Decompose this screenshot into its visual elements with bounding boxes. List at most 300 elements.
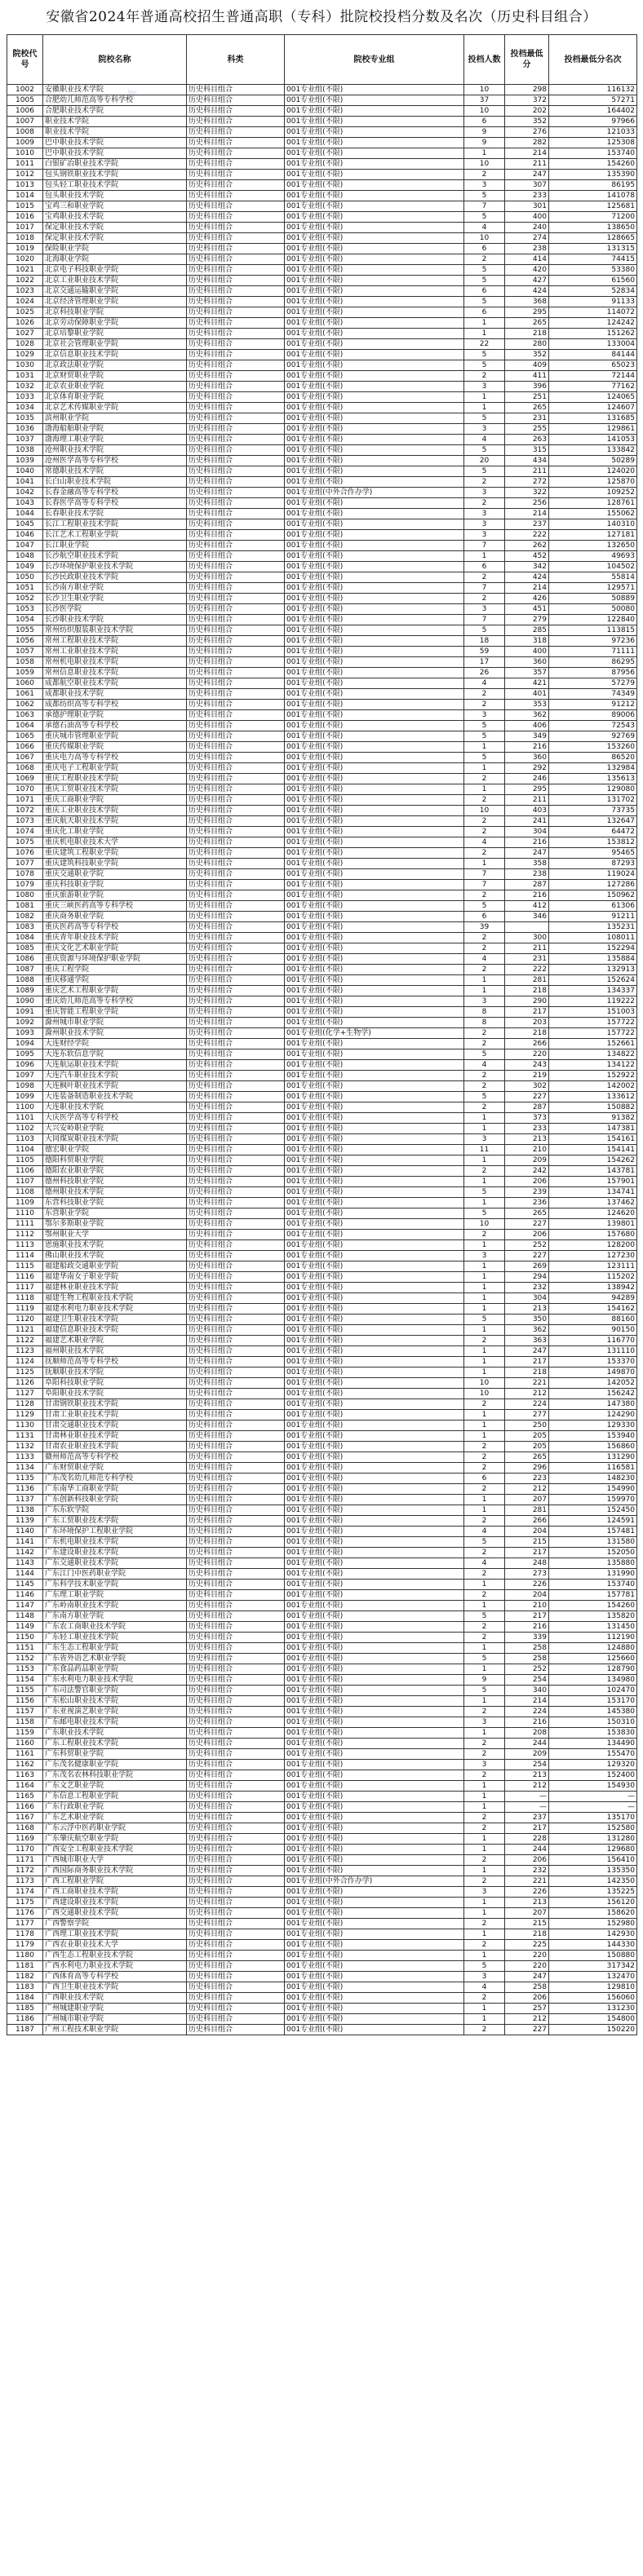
table-cell: 158620 xyxy=(549,1908,637,1919)
table-cell: 广东水利电力职业技术学院 xyxy=(43,1675,187,1686)
table-cell: 6 xyxy=(464,117,505,127)
table-cell: 1 xyxy=(464,318,505,329)
table-row xyxy=(7,1929,637,1940)
table-cell: 294 xyxy=(505,1272,549,1283)
table-cell: 1060 xyxy=(7,678,43,689)
table-cell: 17 xyxy=(464,657,505,668)
table-cell: 大连东软信息学院 xyxy=(43,1049,187,1060)
table-cell: 广州工程技术职业学院 xyxy=(43,2025,187,2035)
table-cell: 2 xyxy=(464,827,505,837)
table-cell: 152450 xyxy=(549,1505,637,1516)
table-cell: 251 xyxy=(505,392,549,403)
table-row xyxy=(7,1028,637,1039)
table-cell: 1006 xyxy=(7,106,43,117)
table-cell: 广东艺术职业学院 xyxy=(43,1813,187,1823)
table-cell: 1094 xyxy=(7,1039,43,1049)
table-cell: 历史科目组合 xyxy=(187,339,285,350)
table-cell: 1163 xyxy=(7,1770,43,1781)
table-cell: 历史科目组合 xyxy=(187,1802,285,1813)
table-row xyxy=(7,594,637,604)
table-cell: 重庆建筑科技职业学院 xyxy=(43,859,187,869)
table-cell: 历史科目组合 xyxy=(187,1845,285,1855)
table-cell: 349 xyxy=(505,731,549,742)
table-cell: 长沙医学院 xyxy=(43,604,187,615)
table-cell: 10 xyxy=(464,1378,505,1389)
table-cell: 001专业组(不限) xyxy=(285,360,464,371)
table-cell: 福建信息职业技术学院 xyxy=(43,1325,187,1336)
table-cell: 1071 xyxy=(7,795,43,806)
table-cell: 298 xyxy=(505,85,549,95)
table-cell: 156860 xyxy=(549,1442,637,1452)
table-cell: 1013 xyxy=(7,180,43,191)
table-cell: 重庆医药高等专科学校 xyxy=(43,922,187,933)
table-cell: 1 xyxy=(464,1198,505,1208)
table-cell: 2 xyxy=(464,890,505,901)
table-cell: 滨州职业学院 xyxy=(43,413,187,424)
table-cell: 重庆交通职业学院 xyxy=(43,869,187,880)
table-cell: 1110 xyxy=(7,1208,43,1219)
table-cell: 225 xyxy=(505,1940,549,1951)
table-row xyxy=(7,307,637,318)
table-cell: 历史科目组合 xyxy=(187,1346,285,1357)
table-cell: 218 xyxy=(505,1368,549,1378)
table-cell: 1157 xyxy=(7,1707,43,1717)
table-row xyxy=(7,1474,637,1484)
table-cell: 001专业组(不限) xyxy=(285,1516,464,1527)
table-cell: 221 xyxy=(505,1876,549,1887)
table-row xyxy=(7,1813,637,1823)
table-cell: 历史科目组合 xyxy=(187,710,285,721)
table-cell: 001专业组(不限) xyxy=(285,223,464,233)
table-cell: 福建华南女子职业学院 xyxy=(43,1272,187,1283)
table-row xyxy=(7,1421,637,1431)
table-cell: 重庆建筑工程职业学院 xyxy=(43,848,187,859)
table-cell: 5 xyxy=(464,445,505,456)
table-cell: 346 xyxy=(505,912,549,922)
table-cell: 佛山职业技术学院 xyxy=(43,1251,187,1261)
table-cell: 001专业组(不限) xyxy=(285,1728,464,1739)
table-cell: 鄂州职业大学 xyxy=(43,1230,187,1240)
table-cell: 沧州职业技术学院 xyxy=(43,445,187,456)
table-cell: 1151 xyxy=(7,1643,43,1654)
table-row xyxy=(7,1304,637,1315)
table-cell: 129320 xyxy=(549,1760,637,1770)
table-row xyxy=(7,392,637,403)
table-cell: 001专业组(不限) xyxy=(285,1919,464,1929)
table-cell: 001专业组(不限) xyxy=(285,1251,464,1261)
table-cell: 大连职业技术学院 xyxy=(43,1102,187,1113)
table-cell: 5 xyxy=(464,1187,505,1198)
table-row xyxy=(7,784,637,795)
table-cell: 1 xyxy=(464,1908,505,1919)
table-cell: 历史科目组合 xyxy=(187,1442,285,1452)
table-cell: 001专业组(不限) xyxy=(285,1717,464,1728)
table-cell: 广东江门中医药职业学院 xyxy=(43,1569,187,1580)
table-cell: 重庆工商职业学院 xyxy=(43,795,187,806)
table-cell: 1102 xyxy=(7,1124,43,1134)
table-cell: 001专业组(不限) xyxy=(285,286,464,297)
table-row xyxy=(7,1643,637,1654)
table-cell: 265 xyxy=(505,318,549,329)
table-cell: 2 xyxy=(464,1813,505,1823)
table-cell: 历史科目组合 xyxy=(187,1654,285,1664)
table-cell: 001专业组(不限) xyxy=(285,700,464,710)
table-cell: 131290 xyxy=(549,1452,637,1463)
table-cell: 155470 xyxy=(549,1749,637,1760)
table-cell: 保定职业技术学院 xyxy=(43,223,187,233)
table-cell: 甘肃林业职业技术学院 xyxy=(43,1431,187,1442)
table-cell: 279 xyxy=(505,615,549,625)
table-cell: 213 xyxy=(505,1134,549,1145)
table-row xyxy=(7,1664,637,1675)
table-cell: 1 xyxy=(464,2004,505,2014)
table-cell: 广东肇庆航空职业学院 xyxy=(43,1834,187,1845)
table-cell: 1183 xyxy=(7,1982,43,1993)
table-cell: 322 xyxy=(505,488,549,498)
table-cell: 长沙卫生职业学院 xyxy=(43,594,187,604)
table-cell: 广东科贸职业学院 xyxy=(43,1749,187,1760)
table-cell: 历史科目组合 xyxy=(187,212,285,223)
table-cell: 历史科目组合 xyxy=(187,276,285,286)
table-cell: 212 xyxy=(505,1781,549,1792)
table-cell: 1 xyxy=(464,1357,505,1368)
table-row xyxy=(7,1463,637,1474)
table-row xyxy=(7,1940,637,1951)
table-row xyxy=(7,1346,637,1357)
table-cell: 001专业组(不限) xyxy=(285,922,464,933)
table-cell: 1142 xyxy=(7,1548,43,1558)
table-cell: 2 xyxy=(464,1823,505,1834)
table-cell: 222 xyxy=(505,965,549,975)
table-cell: 114072 xyxy=(549,307,637,318)
table-cell: 154161 xyxy=(549,1134,637,1145)
table-row xyxy=(7,1845,637,1855)
table-cell: 001专业组(不限) xyxy=(285,456,464,466)
table-cell: 1035 xyxy=(7,413,43,424)
table-row xyxy=(7,1219,637,1230)
table-cell: 1093 xyxy=(7,1028,43,1039)
table-cell: 001专业组(不限) xyxy=(285,753,464,763)
table-cell: 2 xyxy=(464,1463,505,1474)
table-cell: 001专业组(不限) xyxy=(285,1855,464,1866)
table-cell: 119024 xyxy=(549,869,637,880)
table-cell: 001专业组(不限) xyxy=(285,806,464,816)
table-cell: 001专业组(不限) xyxy=(285,117,464,127)
table-cell: 340 xyxy=(505,1686,549,1696)
table-cell: 6 xyxy=(464,286,505,297)
table-cell: 北京社会管理职业学院 xyxy=(43,339,187,350)
table-cell: — xyxy=(549,1792,637,1802)
table-cell: 124607 xyxy=(549,403,637,413)
table-cell: 1054 xyxy=(7,615,43,625)
table-cell: 1 xyxy=(464,1124,505,1134)
table-cell: 212 xyxy=(505,1389,549,1399)
table-cell: 214 xyxy=(505,509,549,519)
table-cell: 大庆医学高等专科学校 xyxy=(43,1113,187,1124)
table-cell: 广西职业技术学院 xyxy=(43,1993,187,2004)
table-cell: 290 xyxy=(505,996,549,1007)
table-cell: 001专业组(不限) xyxy=(285,710,464,721)
table-cell: 2 xyxy=(464,1336,505,1346)
table-cell: 001专业组(不限) xyxy=(285,1018,464,1028)
table-cell: 18 xyxy=(464,636,505,647)
table-cell: 1 xyxy=(464,1929,505,1940)
table-cell: 重庆移通学院 xyxy=(43,975,187,986)
table-cell: 历史科目组合 xyxy=(187,530,285,541)
table-cell: 历史科目组合 xyxy=(187,1060,285,1071)
table-cell: 广东南华工商职业学院 xyxy=(43,1484,187,1495)
table-cell: 001专业组(不限) xyxy=(285,1304,464,1315)
table-cell: 1081 xyxy=(7,901,43,912)
table-cell: 广东省外语艺术职业学院 xyxy=(43,1654,187,1664)
table-cell: 001专业组(不限) xyxy=(285,1484,464,1495)
table-cell: 152980 xyxy=(549,1919,637,1929)
table-cell: 001专业组(不限) xyxy=(285,371,464,382)
table-cell: 历史科目组合 xyxy=(187,647,285,657)
table-cell: 北京信息职业技术学院 xyxy=(43,350,187,360)
table-cell: 1088 xyxy=(7,975,43,986)
table-cell: 87293 xyxy=(549,859,637,869)
table-cell: 64472 xyxy=(549,827,637,837)
table-cell: 历史科目组合 xyxy=(187,445,285,456)
table-cell: 001专业组(不限) xyxy=(285,1421,464,1431)
table-cell: 福建艺术职业学院 xyxy=(43,1336,187,1346)
table-cell: 241 xyxy=(505,816,549,827)
table-cell: 150310 xyxy=(549,1717,637,1728)
table-cell: 1019 xyxy=(7,244,43,254)
table-cell: 2 xyxy=(464,1081,505,1092)
table-cell: 224 xyxy=(505,1399,549,1410)
table-cell: 1105 xyxy=(7,1155,43,1166)
table-cell: 历史科目组合 xyxy=(187,753,285,763)
table-cell: 001专业组(不限) xyxy=(285,1240,464,1251)
table-cell: 1015 xyxy=(7,201,43,212)
table-cell: 152294 xyxy=(549,943,637,954)
table-cell: 001专业组(不限) xyxy=(285,572,464,583)
table-cell: 125870 xyxy=(549,477,637,488)
table-cell: 广西警察学院 xyxy=(43,1919,187,1929)
table-cell: 256 xyxy=(505,498,549,509)
table-row xyxy=(7,117,637,127)
table-cell: 5 xyxy=(464,1049,505,1060)
table-cell: — xyxy=(505,1802,549,1813)
table-cell: 1023 xyxy=(7,286,43,297)
table-cell: 历史科目组合 xyxy=(187,604,285,615)
table-cell: 历史科目组合 xyxy=(187,1972,285,1982)
table-row xyxy=(7,244,637,254)
table-cell: 159970 xyxy=(549,1495,637,1505)
table-cell: 历史科目组合 xyxy=(187,1018,285,1028)
table-cell: 001专业组(不限) xyxy=(285,1537,464,1548)
table-cell: 1186 xyxy=(7,2014,43,2025)
table-cell: 1160 xyxy=(7,1739,43,1749)
table-cell: 223 xyxy=(505,1474,549,1484)
table-row xyxy=(7,1283,637,1293)
table-cell: 历史科目组合 xyxy=(187,541,285,551)
table-cell: 历史科目组合 xyxy=(187,1155,285,1166)
table-cell: 001专业组(不限) xyxy=(285,233,464,244)
table-cell: 常德职业技术学院 xyxy=(43,466,187,477)
table-cell: 历史科目组合 xyxy=(187,763,285,774)
table-cell: 219 xyxy=(505,1071,549,1081)
table-cell: 2 xyxy=(464,254,505,265)
table-cell: 2 xyxy=(464,1749,505,1760)
table-cell: 5 xyxy=(464,1654,505,1664)
table-cell: 206 xyxy=(505,1855,549,1866)
table-cell: 历史科目组合 xyxy=(187,1940,285,1951)
table-row xyxy=(7,986,637,996)
table-cell: 1101 xyxy=(7,1113,43,1124)
table-cell: 广西城市职业大学 xyxy=(43,1855,187,1866)
table-cell: 1165 xyxy=(7,1792,43,1802)
table-row xyxy=(7,1696,637,1707)
table-cell: 历史科目组合 xyxy=(187,509,285,519)
table-cell: 360 xyxy=(505,657,549,668)
table-cell: 抚顺师范高等专科学校 xyxy=(43,1357,187,1368)
table-row xyxy=(7,1325,637,1336)
table-cell: 1009 xyxy=(7,138,43,148)
table-cell: 001专业组(不限) xyxy=(285,1696,464,1707)
table-row xyxy=(7,827,637,837)
table-cell: 208 xyxy=(505,1728,549,1739)
table-cell: 5 xyxy=(464,212,505,223)
table-cell: 历史科目组合 xyxy=(187,159,285,170)
table-cell: 1169 xyxy=(7,1834,43,1845)
table-cell: 10 xyxy=(464,1219,505,1230)
table-cell: 北京农业职业学院 xyxy=(43,382,187,392)
table-cell: 396 xyxy=(505,382,549,392)
table-cell: 001专业组(不限) xyxy=(285,1272,464,1283)
table-cell: 2 xyxy=(464,1940,505,1951)
table-cell: — xyxy=(549,1802,637,1813)
table-cell: 北京电子科技职业学院 xyxy=(43,265,187,276)
table-row xyxy=(7,869,637,880)
table-cell: 历史科目组合 xyxy=(187,689,285,700)
table-cell: 215 xyxy=(505,1919,549,1929)
table-row xyxy=(7,403,637,413)
table-cell: 1036 xyxy=(7,424,43,435)
table-row xyxy=(7,859,637,869)
table-cell: 1161 xyxy=(7,1749,43,1760)
table-cell: 6 xyxy=(464,1474,505,1484)
table-cell: 211 xyxy=(505,159,549,170)
table-cell: 001专业组(不限) xyxy=(285,647,464,657)
table-cell: 历史科目组合 xyxy=(187,943,285,954)
table-cell: 1173 xyxy=(7,1876,43,1887)
table-cell: 352 xyxy=(505,350,549,360)
table-cell: 1134 xyxy=(7,1463,43,1474)
table-cell: 承德石油高等专科学校 xyxy=(43,721,187,731)
table-cell: 132647 xyxy=(549,816,637,827)
table-cell: 历史科目组合 xyxy=(187,986,285,996)
table-cell: 287 xyxy=(505,1102,549,1113)
table-cell: 350 xyxy=(505,1315,549,1325)
table-cell: 历史科目组合 xyxy=(187,1633,285,1643)
table-cell: 001专业组(不限) xyxy=(285,827,464,837)
table-cell: 133842 xyxy=(549,445,637,456)
table-cell: 历史科目组合 xyxy=(187,1219,285,1230)
table-cell: 001专业组(不限) xyxy=(285,1166,464,1177)
table-row xyxy=(7,1993,637,2004)
table-cell: 1029 xyxy=(7,350,43,360)
table-cell: 东营科技职业学院 xyxy=(43,1198,187,1208)
header-group: 院校专业组 xyxy=(285,35,464,85)
table-cell: 1016 xyxy=(7,212,43,223)
table-row xyxy=(7,1442,637,1452)
table-cell: 广东生态工程职业学院 xyxy=(43,1643,187,1654)
table-cell: 历史科目组合 xyxy=(187,1198,285,1208)
table-cell: 91382 xyxy=(549,1113,637,1124)
table-cell: 广东亚视演艺职业学院 xyxy=(43,1707,187,1717)
table-cell: 001专业组(不限) xyxy=(285,1389,464,1399)
table-cell: 1181 xyxy=(7,1961,43,1972)
table-cell: 保险职业学院 xyxy=(43,244,187,254)
table-cell: 001专业组(不限) xyxy=(285,2004,464,2014)
table-cell: 59 xyxy=(464,647,505,657)
table-cell: 001专业组(不限) xyxy=(285,530,464,541)
table-cell: 255 xyxy=(505,424,549,435)
table-cell: 2 xyxy=(464,1484,505,1495)
table-cell: 001专业组(不限) xyxy=(285,201,464,212)
table-cell: 1 xyxy=(464,1261,505,1272)
table-cell: 广东工贸职业技术学院 xyxy=(43,1516,187,1527)
table-cell: 5 xyxy=(464,753,505,763)
table-cell: 154260 xyxy=(549,1601,637,1611)
table-cell: 常州工程职业技术学院 xyxy=(43,636,187,647)
table-cell: 001专业组(不限) xyxy=(285,795,464,806)
table-cell: 历史科目组合 xyxy=(187,1876,285,1887)
table-cell: 282 xyxy=(505,138,549,148)
table-cell: 9 xyxy=(464,127,505,138)
table-cell: 135884 xyxy=(549,954,637,965)
table-cell: 001专业组(不限) xyxy=(285,1982,464,1993)
table-cell: 7 xyxy=(464,880,505,890)
table-cell: 135880 xyxy=(549,1558,637,1569)
table-cell: 1026 xyxy=(7,318,43,329)
table-cell: 134490 xyxy=(549,1739,637,1749)
table-cell: 历史科目组合 xyxy=(187,1187,285,1198)
table-cell: 2 xyxy=(464,689,505,700)
table-cell: 1133 xyxy=(7,1452,43,1463)
table-cell: 112190 xyxy=(549,1633,637,1643)
table-cell: 10 xyxy=(464,159,505,170)
table-cell: 274 xyxy=(505,233,549,244)
table-cell: 1076 xyxy=(7,848,43,859)
table-cell: 抚顺职业技术学院 xyxy=(43,1368,187,1378)
table-cell: 362 xyxy=(505,1325,549,1336)
table-cell: 124020 xyxy=(549,466,637,477)
table-row xyxy=(7,1315,637,1325)
table-cell: 125660 xyxy=(549,1654,637,1664)
table-cell: 广西交通职业技术学院 xyxy=(43,1908,187,1919)
table-cell: 1017 xyxy=(7,223,43,233)
table-cell: 历史科目组合 xyxy=(187,477,285,488)
table-cell: 1 xyxy=(464,1802,505,1813)
table-row xyxy=(7,1208,637,1219)
table-cell: 2 xyxy=(464,1028,505,1039)
table-cell: 269 xyxy=(505,1261,549,1272)
table-cell: 001专业组(不限) xyxy=(285,657,464,668)
table-cell: 1132 xyxy=(7,1442,43,1452)
table-cell: 广东环境保护工程职业学院 xyxy=(43,1527,187,1537)
table-cell: 155062 xyxy=(549,509,637,519)
table-cell: 221 xyxy=(505,1378,549,1389)
table-cell: 317342 xyxy=(549,1961,637,1972)
table-cell: 001专业组(不限) xyxy=(285,1474,464,1484)
table-cell: 历史科目组合 xyxy=(187,859,285,869)
table-cell: 232 xyxy=(505,1283,549,1293)
table-cell: — xyxy=(505,1792,549,1802)
